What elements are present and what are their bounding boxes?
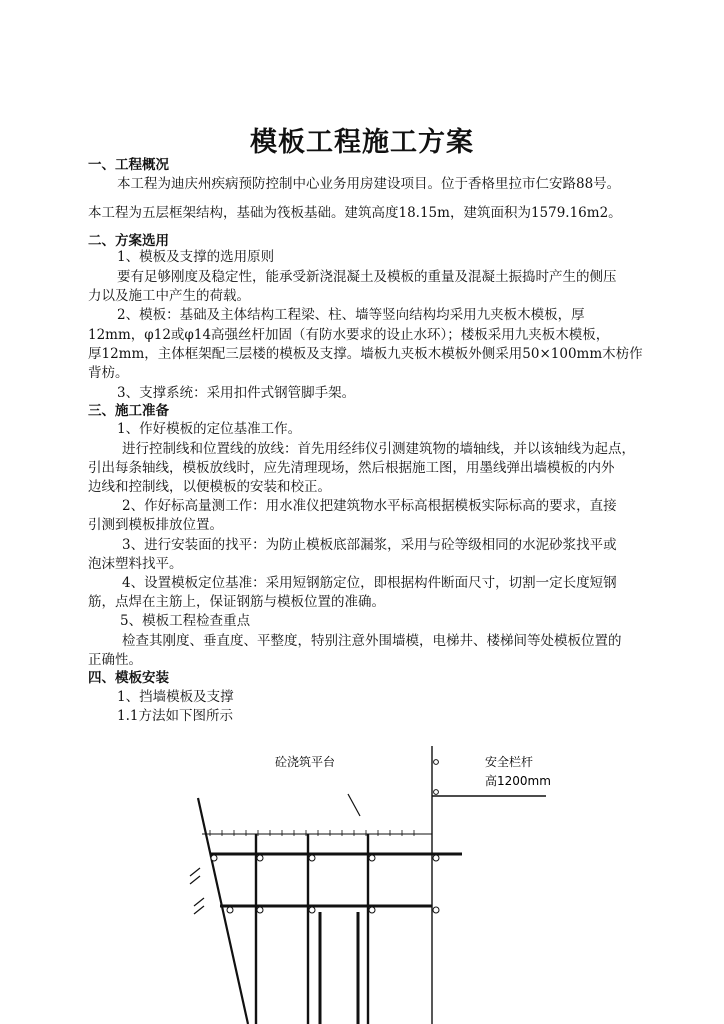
- section-3-item-1-line-2: 引出每条轴线，模板放线时，应先清理现场，然后根据施工图，用墨线弹出墙模板的内外: [88, 460, 615, 476]
- section-3-item-5-line-2: 正确性。: [88, 652, 142, 668]
- section-3-item-2-line-2: 引测到模板排放位置。: [88, 517, 223, 533]
- section-2-item-1-title: 1、模板及支撑的选用原则: [117, 249, 275, 265]
- section-3-item-5-line-1: 检查其刚度、垂直度、平整度，特别注意外围墙模，电梯井、楼梯间等处模板位置的: [122, 633, 622, 649]
- section-1-line-1: 本工程为迪庆州疾病预防控制中心业务用房建设项目。位于香格里拉市仁安路88号。: [117, 176, 621, 192]
- section-2-heading: 二、方案选用: [88, 233, 169, 249]
- section-3-item-5-title: 5、模板工程检查重点: [120, 613, 251, 629]
- page-title: 模板工程施工方案: [250, 127, 474, 158]
- section-3-item-4-line-1: 4、设置模板定位基准：采用短钢筋定位，即根据构件断面尺寸，切割一定长度短钢: [122, 575, 617, 591]
- section-2-item-1-line-2: 力以及施工中产生的荷载。: [88, 288, 250, 304]
- section-3-item-1-line-3: 边线和控制线，以便模板的安装和校正。: [88, 479, 331, 495]
- formwork-diagram-svg: [180, 740, 580, 1024]
- section-3-item-1-title: 1、作好模板的定位基准工作。: [117, 421, 302, 437]
- section-4-item-1-title: 1、挡墙模板及支撑: [117, 689, 234, 705]
- railing-clamp-1: [434, 760, 439, 765]
- railing-clamp-2: [434, 790, 439, 795]
- section-4-heading: 四、模板安装: [88, 670, 169, 686]
- section-2-item-3: 3、支撑系统：采用扣件式钢管脚手架。: [117, 385, 356, 401]
- section-1-line-2: 本工程为五层框架结构，基础为筏板基础。建筑高度18.15m，建筑面积为1579.16m2。: [88, 205, 622, 221]
- section-4-item-1-sub: 1.1方法如下图所示: [117, 708, 233, 724]
- section-1-heading: 一、工程概况: [88, 157, 169, 173]
- section-3-item-1-line-1: 进行控制线和位置线的放线：首先用经纬仪引测建筑物的墙轴线，并以该轴线为起点，: [122, 441, 635, 457]
- label-railing-height: 高1200mm: [485, 774, 551, 788]
- platform-leader-line: [348, 794, 360, 816]
- soil-hatch: [190, 868, 204, 914]
- section-3-item-3-line-1: 3、进行安装面的找平：为防止模板底部漏浆，采用与砼等级相同的水泥砂浆找平或: [122, 537, 617, 553]
- section-2-item-1-line-1: 要有足够刚度及稳定性，能承受新浇混凝土及模板的重量及混凝土振捣时产生的侧压: [117, 269, 617, 285]
- section-3-item-2-line-1: 2、作好标高量测工作：用水准仪把建筑物水平标高根据模板实际标高的要求，直接: [122, 498, 617, 514]
- section-3-heading: 三、施工准备: [88, 403, 169, 419]
- fasteners: [211, 855, 439, 913]
- section-2-item-2-line-3: 厚12mm，主体框架配三层楼的模板及支撑。墙板九夹板木模板外侧采用50×100mm木枋作: [88, 346, 643, 362]
- label-pouring-platform: 砼浇筑平台: [275, 755, 336, 769]
- section-2-item-2-line-2: 12mm，φ12或φ14高强丝杆加固（有防水要求的设止水环）；楼板采用九夹板木模板，: [88, 327, 610, 343]
- platform-ticks: [210, 830, 414, 836]
- formwork-diagram: [180, 740, 580, 1024]
- section-3-item-3-line-2: 泡沫塑料找平。: [88, 556, 183, 572]
- label-safety-railing: 安全栏杆: [485, 755, 534, 769]
- section-3-item-4-line-2: 筋，点焊在主筋上，保证钢筋与模板位置的准确。: [88, 594, 385, 610]
- section-2-item-2-line-1: 2、模板：基础及主体结构工程梁、柱、墙等竖向结构均采用九夹板木模板，厚: [117, 307, 585, 323]
- section-2-item-2-line-4: 背枋。: [88, 365, 129, 381]
- inclined-brace: [198, 798, 248, 1024]
